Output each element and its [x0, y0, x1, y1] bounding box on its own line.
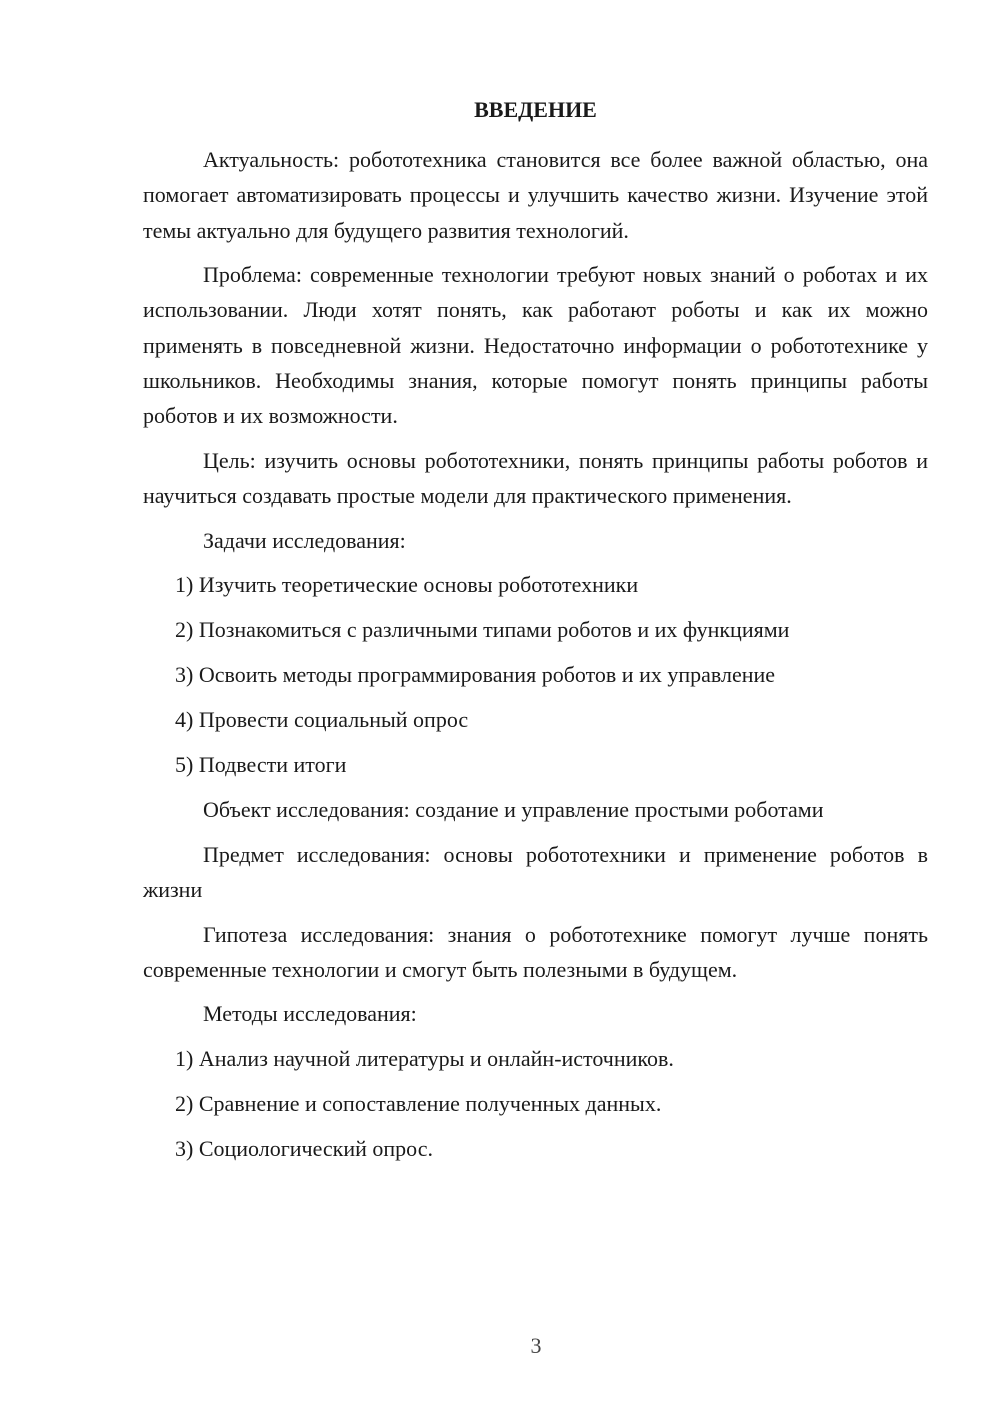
list-item: 4) Провести социальный опрос	[175, 707, 469, 733]
problem-paragraph: Проблема: современные технологии требуют новых знаний о роботах и их использовании. Люди хотят понять, как работают роботы и как их можно применять в повседневной жизни. Недостаточно информации о робототехнике у школьников. Необходимы знания, которые помогут понять принципы работы роботов и их возможности.	[143, 262, 928, 429]
list-item: 5) Подвести итоги	[175, 751, 347, 777]
tasks-heading: Задачи исследования:	[203, 527, 406, 553]
document-body	[143, 142, 928, 1176]
list-item: 2) Сравнение и сопоставление полученных данных.	[175, 1091, 662, 1117]
list-item: 1) Анализ научной литературы и онлайн-источников.	[175, 1046, 674, 1072]
page-number: 3	[530, 1333, 542, 1358]
list-item: 3) Социологический опрос.	[175, 1136, 433, 1161]
hypothesis-paragraph: Гипотеза исследования: знания о робототехнике помогут лучше понять современные технологии и смогут быть полезными в будущем.	[143, 921, 928, 982]
list-item: 1) Изучить теоретические основы робототехники	[175, 572, 639, 598]
list-item: 3) Освоить методы программирования роботов и их управление	[175, 662, 776, 688]
tasks-list	[143, 567, 928, 782]
object-paragraph: Объект исследования: создание и управление простыми роботами	[203, 796, 824, 822]
methods-heading: Методы исследования:	[203, 1001, 417, 1027]
relevance-paragraph: Актуальность: робототехника становится все более важной областью, она помогает автоматизировать процессы и улучшить качество жизни. Изучение этой темы актуально для будущего развития технологий.	[143, 147, 928, 243]
page-title: ВВЕДЕНИЕ	[474, 97, 597, 122]
goal-paragraph: Цель: изучить основы робототехники, понять принципы работы роботов и научиться создавать простые модели для практического применения.	[143, 447, 928, 509]
list-item: 2) Познакомиться с различными типами роботов и их функциями	[175, 617, 790, 643]
subject-paragraph: Предмет исследования: основы робототехники и применение роботов в жизни	[143, 841, 928, 903]
methods-list	[143, 1041, 928, 1166]
